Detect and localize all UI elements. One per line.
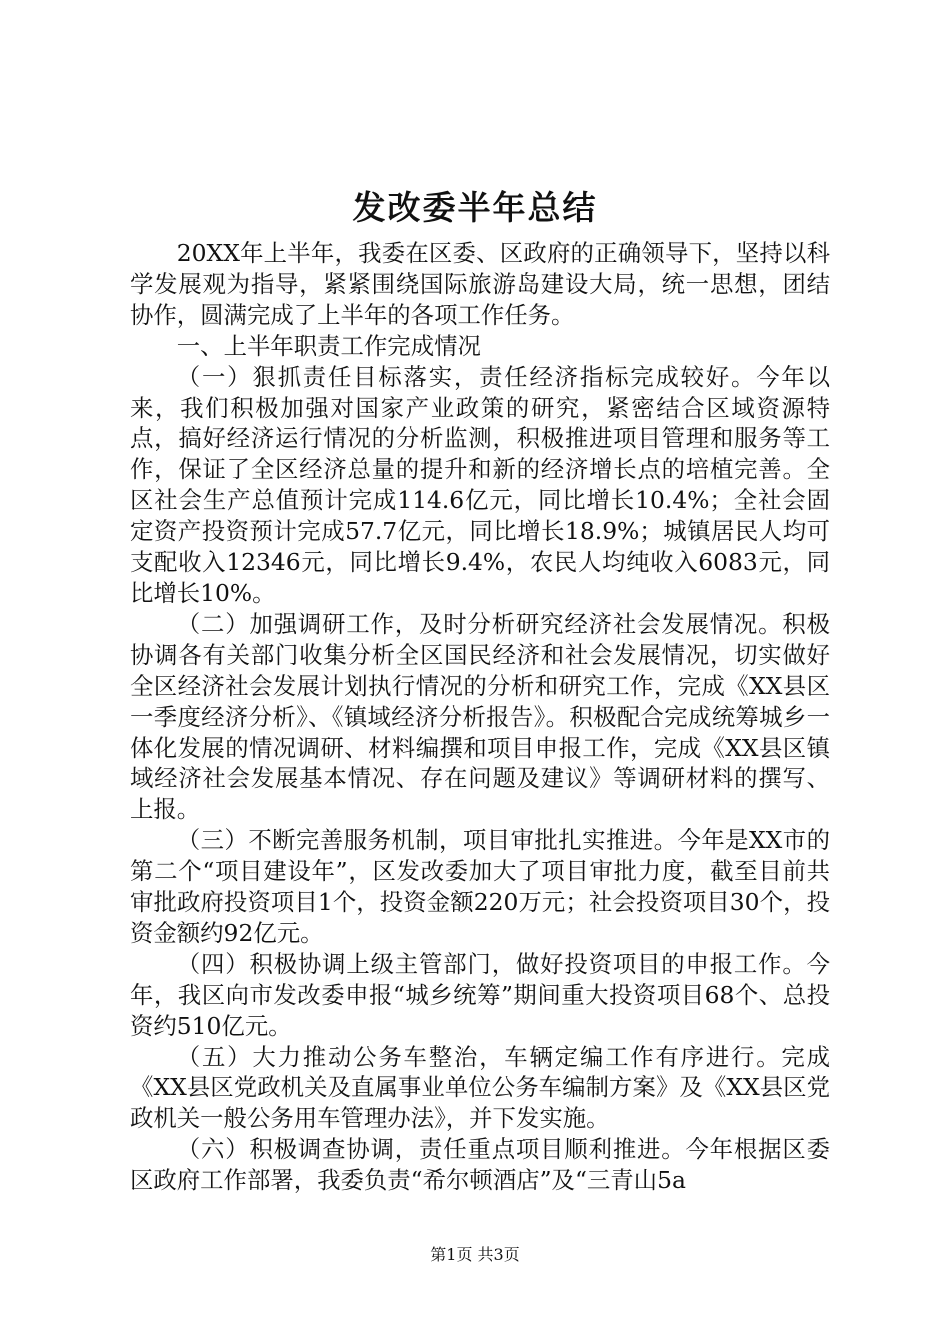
paragraph-item-3: （三）不断完善服务机制，项目审批扎实推进。今年是XX市的第二个“项目建设年”，区发改委加大了项目审批力度，截至目前共审批政府投资项目1个，投资金额220万元；社会投资项目30个，投资金额约92亿元。 [130, 826, 830, 947]
paragraph-item-5: （五）大力推动公务车整治，车辆定编工作有序进行。完成《XX县区党政机关及直属事业单位公务车编制方案》及《XX县区党政机关一般公务用车管理办法》，并下发实施。 [130, 1042, 830, 1133]
section-heading: 一、上半年职责工作完成情况 [176, 331, 481, 360]
paragraph-item-6: （六）积极调查协调，责任重点项目顺利推进。今年根据区委区政府工作部署，我委负责“希尔顿酒店”及“三青山5a [130, 1135, 830, 1195]
document-body [130, 238, 830, 1196]
paragraph-item-1: （一）狠抓责任目标落实，责任经济指标完成较好。今年以来，我们积极加强对国家产业政策的研究，紧密结合区域资源特点，搞好经济运行情况的分析监测，积极推进项目管理和服务等工作，保证了全区经济总量的提升和新的经济增长点的培植完善。全区社会生产总值预计完成114.6亿元，同比增长10.4%；全社会固定资产投资预计完成57.7亿元，同比增长18.9%；城镇居民人均可支配收入12346元，同比增长9.4%，农民人均纯收入6083元，同比增长10%。 [130, 362, 830, 607]
document-title: 发改委半年总结 [352, 188, 598, 227]
paragraph-item-4: （四）积极协调上级主管部门，做好投资项目的申报工作。今年，我区向市发改委申报“城乡统筹”期间重大投资项目68个、总投资约510亿元。 [130, 949, 830, 1040]
paragraph-intro: 20XX年上半年，我委在区委、区政府的正确领导下，坚持以科学发展观为指导，紧紧围绕国际旅游岛建设大局，统一思想，团结协作，圆满完成了上半年的各项工作任务。 [130, 239, 830, 329]
paragraph-item-2: （二）加强调研工作，及时分析研究经济社会发展情况。积极协调各有关部门收集分析全区国民经济和社会发展情况，切实做好全区经济社会发展计划执行情况的分析和研究工作，完成《XX县区一季度经济分析》、《镇域经济分析报告》。积极配合完成统筹城乡一体化发展的情况调研、材料编撰和项目申报工作，完成《XX县区镇域经济社会发展基本情况、存在问题及建议》等调研材料的撰写、上报。 [130, 609, 830, 824]
page-number-footer: 第1页 共3页 [430, 1245, 520, 1264]
